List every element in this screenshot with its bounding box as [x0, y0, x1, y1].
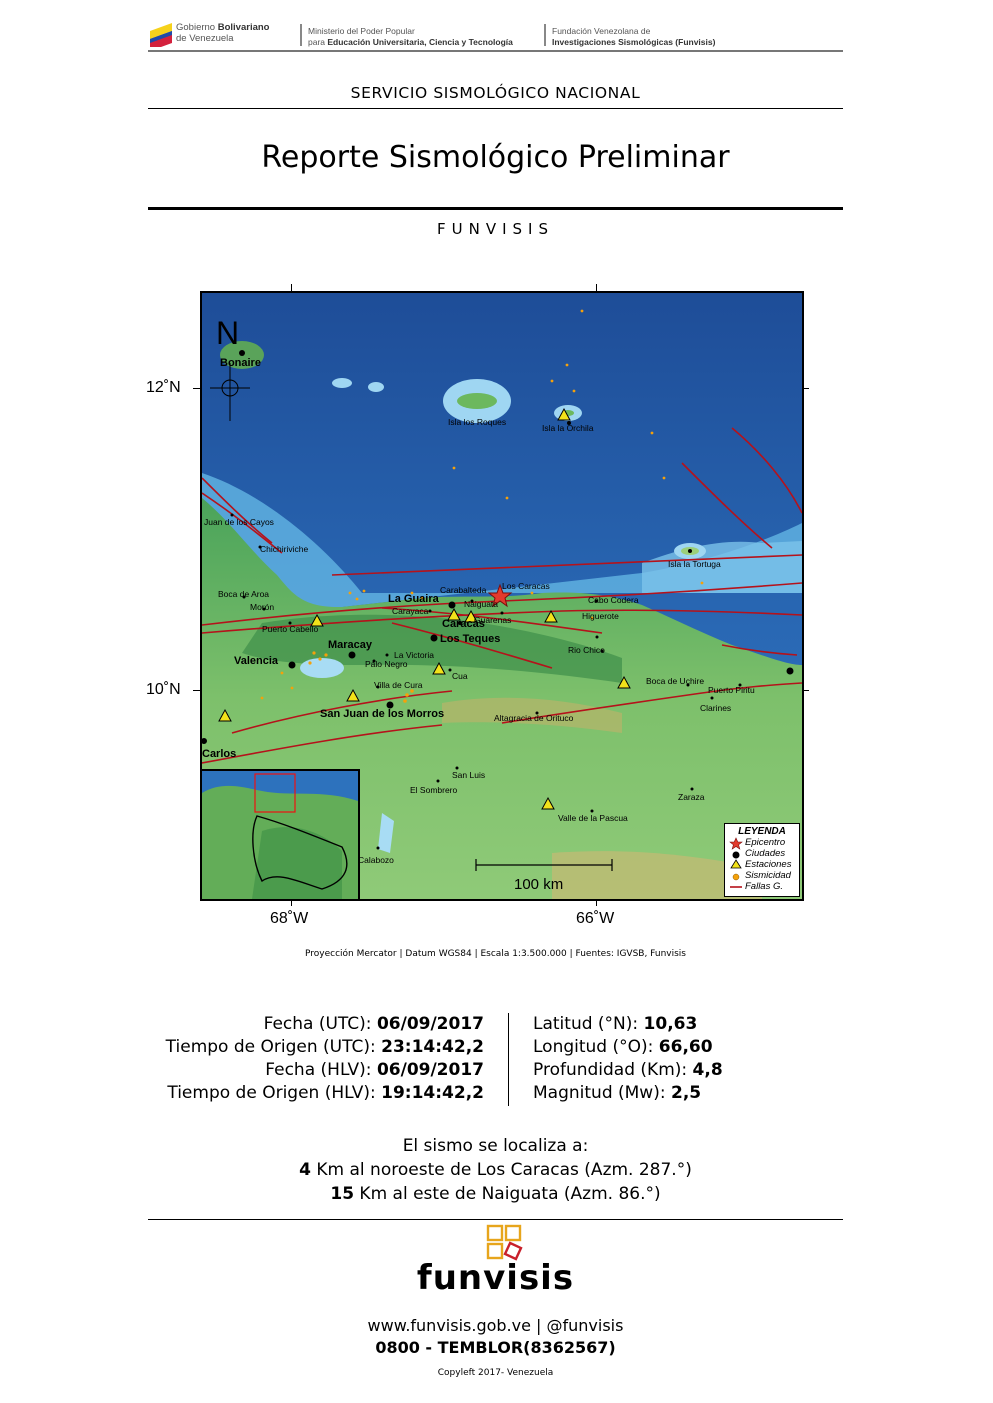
legend-item-faults: Fallas G.: [745, 881, 784, 892]
lat-label-12n: 12˚N: [146, 379, 181, 396]
scale-label: 100 km: [514, 876, 564, 893]
place-label: Valencia: [234, 655, 279, 667]
place-label: Boca de Aroa: [218, 589, 270, 599]
footer-divider: [148, 1219, 843, 1220]
seismic-map: [200, 291, 804, 901]
gov-label: Gobierno Bolivariano de Venezuela: [176, 22, 270, 44]
ministry-label: Ministerio del Poder Popular para Educación Universitaria, Ciencia y Tecnología: [308, 26, 513, 47]
detail-row: Fecha (UTC): 06/09/2017: [263, 1014, 484, 1034]
place-label: Puerto Piritu: [708, 685, 755, 695]
footer-copyleft: Copyleft 2017- Venezuela: [437, 1368, 554, 1378]
institutional-header: [148, 18, 843, 52]
detail-row: Fecha (HLV): 06/09/2017: [265, 1060, 484, 1080]
venezuela-flag-icon: [148, 21, 174, 47]
place-label: Naiguata: [464, 599, 499, 609]
service-name: SERVICIO SISMOLÓGICO NACIONAL: [350, 84, 641, 102]
detail-row: Latitud (°N): 10,63: [533, 1014, 698, 1034]
location-description: [148, 1134, 843, 1206]
place-label: Rio Chico: [568, 645, 605, 655]
place-label: Isla la Orchila: [542, 423, 594, 433]
place-label: Cua: [452, 671, 468, 681]
map-legend: [724, 823, 800, 897]
north-symbol: N: [216, 315, 240, 351]
place-label: Isla la Tortuga: [668, 559, 721, 569]
event-details-left: [100, 1013, 484, 1105]
place-label: Caracas: [442, 618, 485, 630]
legend-item-seismicity: Sismicidad: [745, 870, 791, 881]
place-label: Isla los Roques: [448, 417, 507, 427]
place-label: Bonaire: [220, 357, 261, 369]
place-label: Maracay: [328, 639, 373, 651]
place-label: Clarines: [700, 703, 732, 713]
lon-label-66w: 66˚W: [576, 910, 615, 927]
organization-name: FUNVISIS: [437, 220, 554, 238]
divider: [148, 108, 843, 109]
place-label: Villa de Cura: [374, 680, 423, 690]
place-label: San Luis: [452, 770, 486, 780]
detail-row: Tiempo de Origen (UTC): 23:14:42,2: [165, 1037, 484, 1057]
legend-item-cities: Ciudades: [745, 848, 786, 859]
place-label: La Guaira: [388, 593, 439, 605]
place-label: Higuerote: [582, 611, 619, 621]
logo-wordmark: funvisis: [416, 1258, 575, 1298]
place-label: Puerto Cabello: [262, 624, 319, 634]
map-caption: Proyección Mercator | Datum WGS84 | Escala 1:3.500.000 | Fuentes: IGVSB, Funvisis: [305, 949, 686, 959]
detail-row: Magnitud (Mw): 2,5: [533, 1083, 702, 1103]
footer-web: www.funvisis.gob.ve | @funvisis: [367, 1316, 624, 1335]
detail-row: Tiempo de Origen (HLV): 19:14:42,2: [167, 1083, 484, 1103]
title-divider: [148, 207, 843, 210]
place-label: Carabalteda: [440, 585, 487, 595]
detail-row: Longitud (°O): 66,60: [533, 1037, 713, 1057]
detail-row: Profundidad (Km): 4,8: [533, 1060, 723, 1080]
legend-item-epicenter: Epicentro: [745, 837, 786, 848]
place-label: Altagracia de Orituco: [494, 713, 574, 723]
place-label: Guarenas: [474, 615, 512, 625]
place-label: Carayaca: [392, 606, 429, 616]
location-ref-2: 15 Km al este de Naiguata (Azm. 86.°): [330, 1184, 661, 1204]
page-title: Reporte Sismológico Preliminar: [261, 140, 730, 175]
footer-phone: 0800 - TEMBLOR(8362567): [375, 1338, 616, 1357]
place-label: Juan de los Cayos: [204, 517, 274, 527]
lat-label-10n: 10˚N: [146, 681, 181, 698]
legend-title: LEYENDA: [738, 826, 786, 837]
legend-symbols-icon: [729, 837, 743, 893]
place-label: Los Teques: [440, 633, 501, 645]
header-divider: [148, 50, 843, 52]
place-label: Palo Negro: [365, 659, 408, 669]
place-label: Cabo Codera: [588, 595, 639, 605]
location-intro: El sismo se localiza a:: [402, 1136, 589, 1156]
location-ref-1: 4 Km al noroeste de Los Caracas (Azm. 287.°): [299, 1160, 692, 1180]
inset-map: [202, 769, 360, 899]
place-label: Los Caracas: [502, 581, 550, 591]
place-label: Morón: [250, 602, 275, 612]
place-label: Zaraza: [678, 792, 705, 802]
event-details-right: [533, 1013, 833, 1105]
details-separator: [508, 1013, 509, 1106]
place-label: San Juan de los Morros: [320, 708, 445, 720]
place-label: Calabozo: [358, 855, 394, 865]
legend-item-stations: Estaciones: [745, 859, 792, 870]
place-label: Carlos: [202, 748, 237, 760]
lon-label-68w: 68˚W: [270, 910, 309, 927]
place-label: El Sombrero: [410, 785, 458, 795]
place-label: Boca de Uchire: [646, 676, 705, 686]
place-label: Valle de la Pascua: [558, 813, 628, 823]
foundation-label: Fundación Venezolana de Investigaciones Sismológicas (Funvisis): [552, 26, 716, 47]
place-label: Chichiriviche: [260, 544, 309, 554]
place-label: La Victoria: [394, 650, 435, 660]
